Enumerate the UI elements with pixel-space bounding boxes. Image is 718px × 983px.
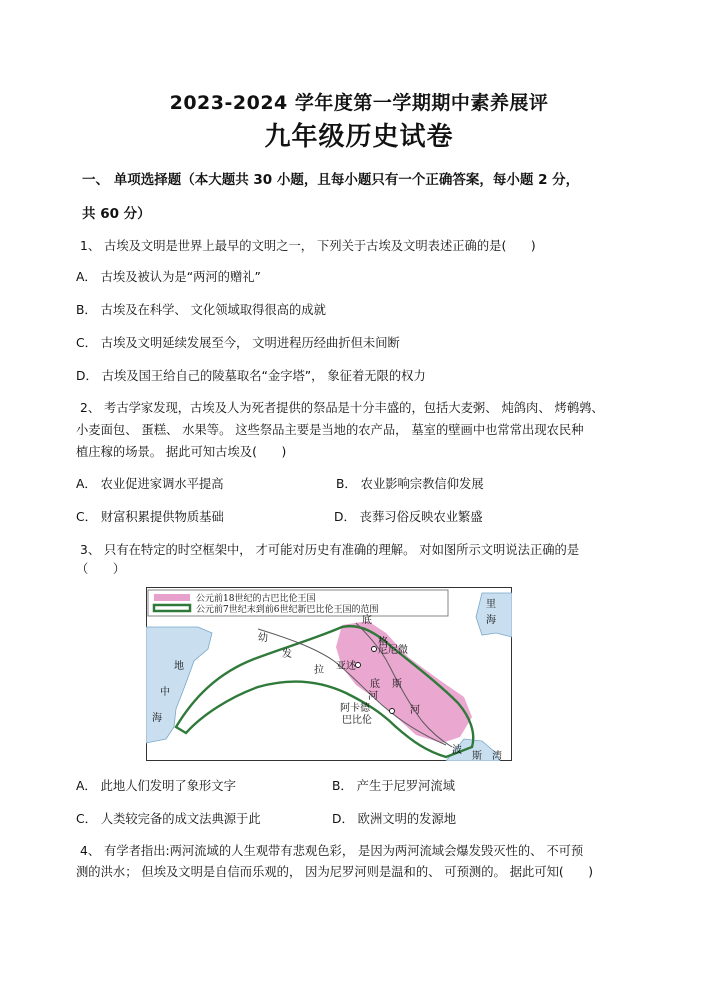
question-3-option-b[interactable]: B． 产生于尼罗河流域 bbox=[332, 779, 456, 793]
question-1-option-a[interactable]: A． 古埃及被认为是“两河的赠礼” bbox=[76, 270, 261, 284]
section-heading: 一、 单项选择题（本大题共 30 小题，且每小题只有一个正确答案，每小题 2 分， bbox=[82, 172, 580, 188]
exam-title-subject: 九年级历史试卷 bbox=[264, 122, 454, 152]
tigris-label-3: 底 bbox=[370, 679, 380, 690]
gulf-label-3: 湾 bbox=[492, 751, 502, 761]
question-3-stem: 3、 只有在特定的时空框架中， 才可能对历史有准确的理解。 对如图所示文明说法正确的是 bbox=[80, 543, 580, 557]
euphrates-label-3: 拉 bbox=[314, 665, 324, 676]
tigris-label-1: 底 bbox=[362, 615, 372, 626]
caspian-label-1: 里 bbox=[486, 599, 496, 610]
gulf-label-1: 波 bbox=[452, 745, 462, 756]
mediterranean-label-2: 中 bbox=[160, 687, 170, 698]
gulf-label-2: 斯 bbox=[472, 751, 482, 761]
question-2-stem-cont: 植庄稼的场景。 据此可知古埃及( ) bbox=[76, 445, 287, 459]
euphrates-label-1: 幼 bbox=[258, 633, 268, 644]
akkad-label: 阿卡德 bbox=[340, 703, 370, 714]
nineveh-marker bbox=[372, 647, 377, 652]
question-1-option-d[interactable]: D． 古埃及国王给自己的陵墓取名“金字塔”， 象征着无限的权力 bbox=[76, 369, 426, 383]
question-2-stem-cont: 小麦面包、 蛋糕、 水果等。 这些祭品主要是当地的农产品， 墓室的壁画中也常常出现农民种 bbox=[76, 423, 584, 437]
river-label-2: 河 bbox=[410, 705, 420, 716]
map-legend bbox=[148, 590, 448, 616]
babylon-label: 巴比伦 bbox=[342, 715, 372, 726]
question-2-option-b[interactable]: B． 农业影响宗教信仰发展 bbox=[336, 477, 484, 491]
mesopotamia-map bbox=[146, 587, 512, 761]
legend-label-old-babylon: 公元前18世纪的古巴比伦王国 bbox=[196, 594, 316, 604]
question-2-option-a[interactable]: A． 农业促进家调水平提高 bbox=[76, 477, 224, 491]
tigris-label-4: 斯 bbox=[392, 679, 402, 690]
euphrates-label-2: 发 bbox=[282, 649, 292, 660]
legend-swatch-old-babylon bbox=[154, 594, 190, 601]
caspian-label-2: 海 bbox=[486, 615, 496, 626]
question-1-option-b[interactable]: B． 古埃及在科学、 文化领域取得很高的成就 bbox=[76, 303, 326, 317]
babylon-marker bbox=[390, 709, 395, 714]
question-3-option-a[interactable]: A． 此地人们发明了象形文字 bbox=[76, 779, 236, 793]
tigris-label-2: 格 bbox=[378, 637, 388, 648]
mediterranean-label-1: 地 bbox=[174, 661, 184, 672]
assyria-marker bbox=[356, 663, 361, 668]
question-1-option-c[interactable]: C． 古埃及文明延续发展至今， 文明进程历经曲折但未间断 bbox=[76, 336, 400, 350]
question-4-stem: 4、 有学者指出:两河流域的人生观带有悲观色彩， 是因为两河流域会爆发毁灭性的、 不可预 bbox=[80, 844, 584, 858]
question-3-option-d[interactable]: D． 欧洲文明的发源地 bbox=[332, 812, 457, 826]
legend-label-new-babylon: 公元前7世纪末到前6世纪新巴比伦王国的范围 bbox=[196, 605, 379, 615]
nineveh-label: 尼尼微 bbox=[378, 645, 408, 656]
question-2-option-c[interactable]: C． 财富积累提供物质基础 bbox=[76, 510, 224, 524]
exam-title-term: 2023-2024 学年度第一学期期中素养展评 bbox=[169, 92, 549, 114]
question-3-stem-cont: （ ） bbox=[76, 562, 126, 576]
river-label-1: 河 bbox=[368, 691, 378, 702]
question-4-stem-cont: 测的洪水； 但埃及文明是自信而乐观的， 因为尼罗河则是温和的、 可预测的。 据此可知( ) bbox=[76, 865, 594, 879]
question-2-stem: 2、 考古学家发现，古埃及人为死者提供的祭品是十分丰盛的，包括大麦粥、 炖鸽肉、 烤鹌鹑、 bbox=[80, 401, 604, 415]
section-heading-cont: 共 60 分） bbox=[82, 206, 151, 222]
question-2-option-d[interactable]: D． 丧葬习俗反映农业繁盛 bbox=[334, 510, 483, 524]
question-3-option-c[interactable]: C． 人类较完备的成文法典源于此 bbox=[76, 812, 261, 826]
assyria-label: 亚述 bbox=[336, 661, 356, 672]
question-1-stem: 1、 古埃及文明是世界上最早的文明之一， 下列关于古埃及文明表述正确的是( ) bbox=[80, 239, 536, 253]
mediterranean-label-3: 海 bbox=[152, 713, 162, 724]
